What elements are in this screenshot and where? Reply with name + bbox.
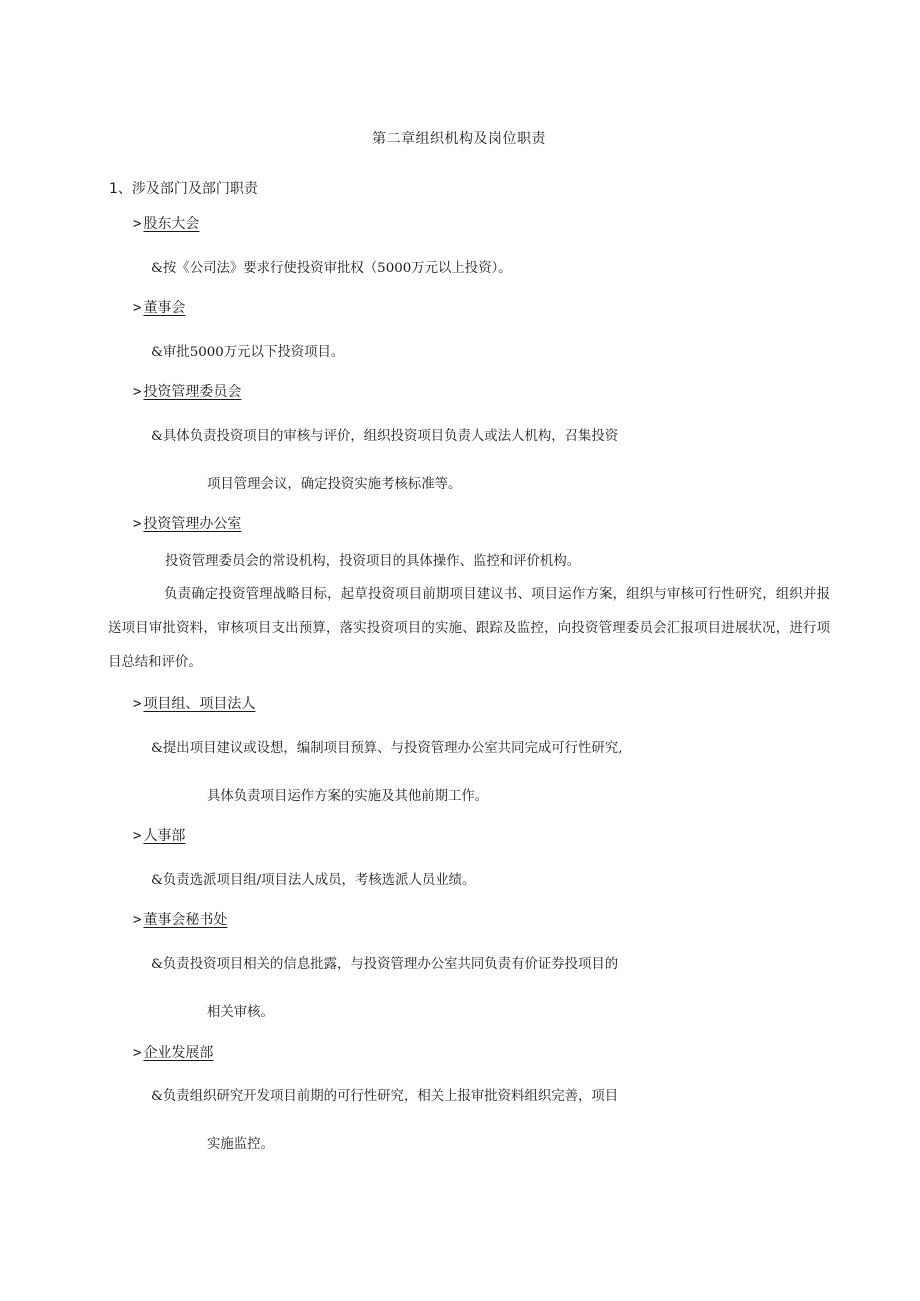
dept-heading-investment-committee: [133, 381, 241, 401]
arrow-icon: >: [133, 516, 142, 532]
chapter-title: 第二章组织机构及岗位职责: [372, 131, 546, 147]
dept-name: 投资管理办公室: [143, 516, 242, 532]
dept-name: 董事会秘书处: [143, 912, 228, 928]
dept-duty-line: &负责组织研究开发项目前期的可行性研究，相关上报审批资料组织完善，项目: [151, 1089, 619, 1104]
dept-duty-line: &具体负责投资项目的审核与评价，组织投资项目负责人或法人机构，召集投资: [151, 429, 619, 444]
dept-name: 投资管理委员会: [143, 384, 242, 400]
arrow-icon: >: [133, 696, 142, 712]
dept-duty-line: 实施监控。: [207, 1137, 274, 1152]
dept-name: 董事会: [143, 300, 186, 316]
dept-duty-line: &负责选派项目组/项目法人成员，考核选派人员业绩。: [151, 873, 476, 888]
dept-name: 股东大会: [143, 216, 200, 232]
dept-heading-hr: [133, 825, 185, 845]
dept-name: 项目组、项目法人: [143, 696, 256, 712]
dept-duty-paragraph: 负责确定投资管理战略目标，起草投资项目前期项目建议书、项目运作方案，组织与审核可行性研究，组织并报送项目审批资料，审核项目支出预算，落实投资项目的实施、跟踪及监控，向投资管理委员会汇报项目进展状况，进行项目总结和评价。: [108, 587, 830, 670]
arrow-icon: >: [133, 216, 142, 232]
section-heading: 1、涉及部门及部门职责: [109, 181, 258, 197]
dept-duty-line: &按《公司法》要求行使投资审批权（5000万元以上投资）。: [151, 261, 512, 276]
arrow-icon: >: [133, 828, 142, 844]
dept-duty-line: 具体负责项目运作方案的实施及其他前期工作。: [207, 789, 489, 804]
dept-name: 人事部: [143, 828, 186, 844]
dept-heading-board-secretariat: [133, 909, 227, 929]
arrow-icon: >: [133, 1045, 142, 1061]
dept-heading-board: [133, 297, 185, 317]
dept-heading-shareholders: [133, 213, 199, 233]
dept-heading-investment-office: [133, 513, 241, 533]
dept-duty-line: 项目管理会议，确定投资实施考核标准等。: [207, 477, 462, 492]
dept-duty-line: &提出项目建议或设想，编制项目预算、与投资管理办公室共同完成可行性研究,: [151, 741, 623, 756]
dept-heading-corporate-development: [133, 1042, 213, 1062]
dept-heading-project-group: [133, 693, 255, 713]
dept-duty-line: &审批5000万元以下投资项目。: [151, 345, 345, 360]
dept-duty-line: 投资管理委员会的常设机构，投资项目的具体操作、监控和评价机构。: [165, 554, 581, 569]
dept-duty-line: &负责投资项目相关的信息批露，与投资管理办公室共同负责有价证券投项目的: [151, 957, 619, 972]
arrow-icon: >: [133, 300, 142, 316]
arrow-icon: >: [133, 384, 142, 400]
arrow-icon: >: [133, 912, 142, 928]
dept-name: 企业发展部: [143, 1045, 214, 1061]
dept-duty-line: 相关审核。: [207, 1005, 274, 1020]
